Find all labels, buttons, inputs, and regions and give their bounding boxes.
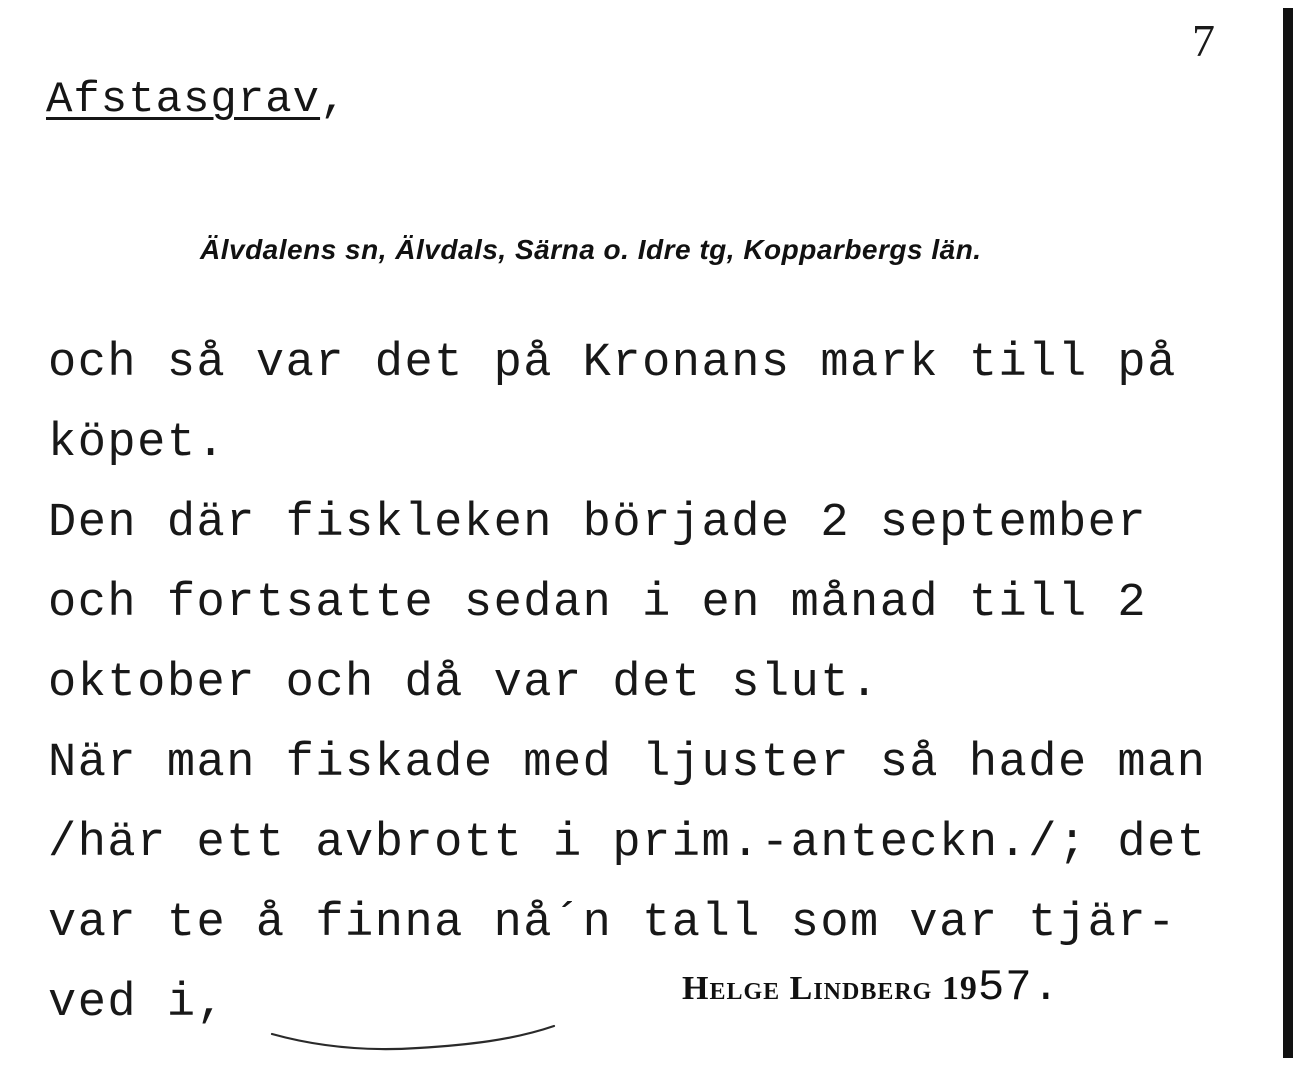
body-line: var te å finna nå´n tall som var tjär- (48, 897, 1177, 950)
card-edge-bar (1283, 8, 1293, 1058)
body-line: ved i, (48, 977, 227, 1030)
place-name: Afstasgrav (46, 75, 321, 125)
parish-line: Älvdalens sn, Älvdals, Särna o. Idre tg, Kopparbergs län. (200, 234, 982, 265)
body-line: /här ett avbrott i prim.-anteckn./; det (48, 817, 1207, 870)
body-line: köpet. (48, 417, 227, 470)
body-line: och så var det på Kronans mark till på (48, 337, 1177, 390)
signature-year-printed: 19 (941, 970, 978, 1007)
signature-name: Helge Lindberg (682, 970, 933, 1007)
signature (682, 963, 1061, 1013)
handwritten-stroke (268, 1022, 558, 1052)
page-number: 7 (1192, 15, 1215, 66)
body-text (48, 334, 1263, 1054)
body-line: och fortsatte sedan i en månad till 2 (48, 577, 1148, 630)
body-line: Den där fiskleken började 2 september (48, 497, 1148, 550)
place-heading (46, 76, 347, 124)
place-name-suffix: , (320, 75, 348, 125)
signature-year-typed: 57. (977, 963, 1061, 1013)
body-line: När man fiskade med ljuster så hade man (48, 737, 1207, 790)
body-line-last (48, 974, 1263, 1054)
body-line: oktober och då var det slut. (48, 657, 880, 710)
